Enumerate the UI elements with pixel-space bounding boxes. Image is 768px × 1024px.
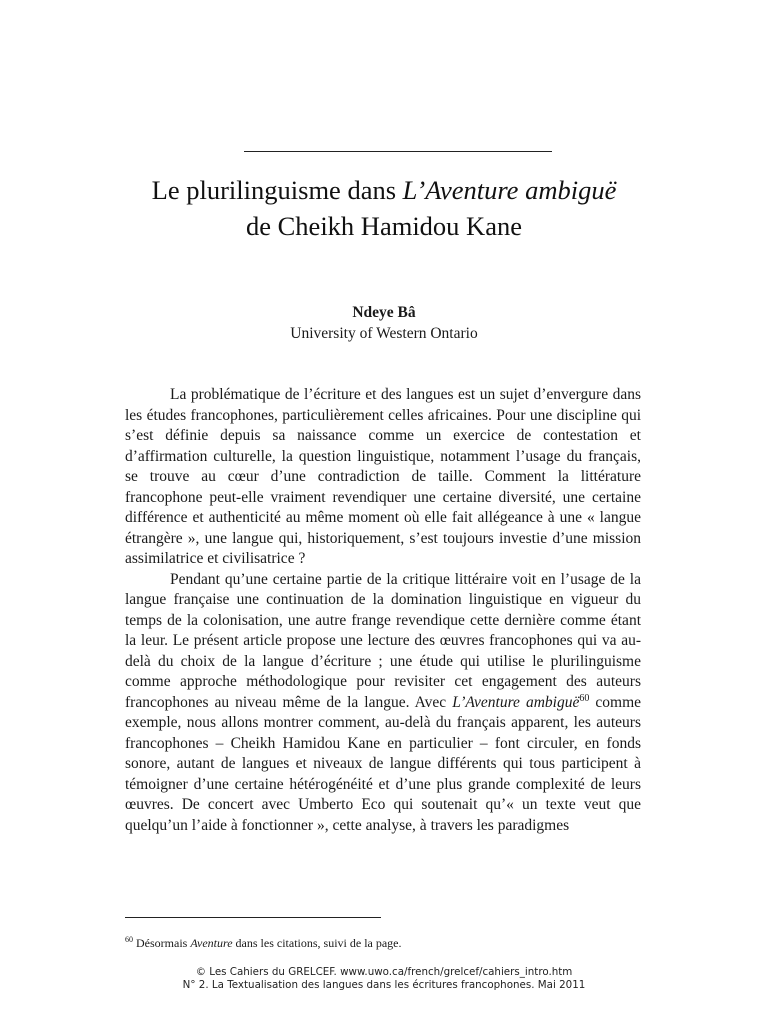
footer-line-1: © Les Cahiers du GRELCEF. www.uwo.ca/french/grelcef/cahiers_intro.htm	[195, 966, 573, 978]
author-block	[0, 302, 768, 344]
title-work-italic: L’Aventure ambiguë	[402, 175, 617, 205]
footnote-separator-rule	[125, 917, 381, 918]
paragraph-2	[125, 570, 641, 837]
footnote-text-after: dans les citations, suivi de la page.	[232, 936, 402, 950]
title-line-1	[0, 172, 768, 208]
footnote-text-before: Désormais	[133, 936, 191, 950]
footnote-italic: Aventure	[190, 936, 233, 950]
footnote-ref-60[interactable]: 60	[579, 692, 590, 704]
paragraph-2-italic-title: L’Aventure ambiguë	[452, 693, 580, 711]
footnote	[125, 932, 641, 951]
page-footer	[0, 966, 768, 992]
author-name: Ndeye Bâ	[352, 304, 416, 321]
paragraph-1: La problématique de l’écriture et des langues est un sujet d’envergure dans les études francophones, particulièrement celles africaines. Pour une discipline qui s’est définie depuis sa naissance comme un exercice de contestation et d’affirmation culturelle, la question linguistique, notamment l’usage du français, se trouve au cœur d’une contradiction de taille. Comment la littérature francophone peut-elle vraiment revendiquer une certaine diversité, une certaine différence et authenticité au même moment où elle fait allégeance à une « langue étrangère », une langue qui, historiquement, s’est toujours investie d’une mission assimilatrice et civilisatrice ?	[125, 386, 641, 567]
article-title	[0, 172, 768, 244]
paragraph-2-text-after: comme exemple, nous allons montrer comment, au-delà du français apparent, les auteurs francophones – Cheikh Hamidou Kane en particulier – font circuler, en fonds sonore, autant de langues et niveaux de langue différents qui tous participent à témoigner d’une certaine hétérogénéité et d’une plus grande complexité de leurs œuvres. De concert avec Umberto Eco qui soutenait qu’« un texte veut que quelqu’un l’aide à fonctionner », cette analyse, à travers les paradigmes	[125, 693, 642, 834]
title-line-2: de Cheikh Hamidou Kane	[246, 211, 522, 241]
title-prefix: Le plurilinguisme dans	[151, 175, 403, 205]
title-separator-rule	[244, 151, 552, 152]
footnote-number: 60	[125, 935, 133, 944]
author-affiliation: University of Western Ontario	[290, 325, 478, 342]
article-body	[125, 385, 641, 836]
paragraph-2-text-before: Pendant qu’une certaine partie de la critique littéraire voit en l’usage de la langue française une continuation de la domination linguistique en vigueur du temps de la colonisation, une autre frange revendique cette dernière comme étant la leur. Le présent article propose une lecture des œuvres francophones qui va au-delà du choix de la langue d’écriture ; une étude qui utilise le plurilinguisme comme approche méthodologique pour revisiter cet engagement des auteurs francophones au niveau même de la langue. Avec	[125, 570, 641, 711]
footer-line-2: N° 2. La Textualisation des langues dans les écritures francophones. Mai 2011	[182, 979, 586, 991]
